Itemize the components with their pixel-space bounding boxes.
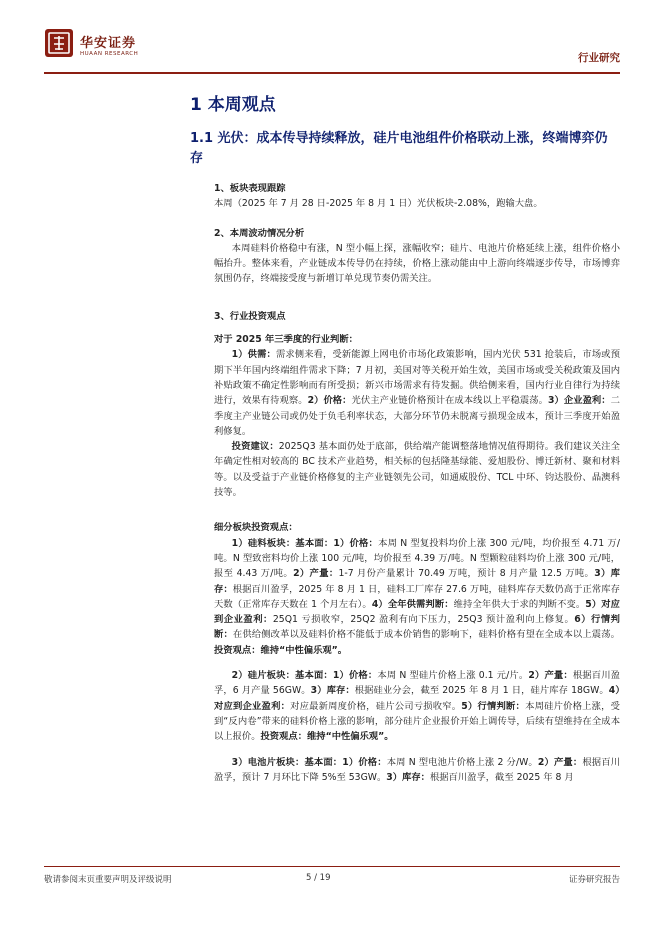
price-label: 2）价格： [307, 395, 352, 407]
price-text: 光伏主产业链价格预计在成本线以上平稳震荡。 [351, 395, 548, 407]
silicon-stock-text: 根据百川盈孚，2025 年 8 月 1 日，硅料工厂库存 27.6 万吨，硅料库存天数仍高于正常库存天数（正常库存天数在 1 个月左右）。 [214, 583, 620, 610]
wafer-stock-label: 3）库存： [310, 685, 355, 697]
page-header [44, 28, 620, 72]
wafer-price-text: 本周 N 型硅片价格上涨 0.1 元/片。 [377, 670, 529, 682]
silicon-output-label: 2）产量： [293, 568, 339, 580]
section-label: 行业研究 [578, 52, 620, 64]
silicon-output-text: 1-7 月份产量累计 70.49 万吨，预计 8 月产量 12.5 万吨。 [338, 568, 595, 580]
wafer-output-text: 根据百川盈孚，6 月产量 56GW。 [214, 670, 620, 697]
main-content [44, 80, 620, 785]
section-subtitle: 1.1 光伏：成本传导持续释放，硅片电池组件价格联动上涨，终端博弈仍存 [190, 131, 608, 166]
brand-name: 华安证券 [80, 36, 137, 51]
cell-label: 3）电池片板块： [231, 756, 305, 768]
segments-title: 细分板块投资观点： [214, 522, 298, 534]
footer-divider [44, 866, 620, 867]
silicon-price-text: 本周 N 型复投料均价上涨 300 元/吨，均价报至 4.71 万/吨。N 型致密料均价上涨 100 元/吨，均价报至 4.39 万/吨。N 型颗粒硅料均价上涨 300 元/吨，报至 4.43 万/吨。 [214, 537, 620, 580]
silicon-paragraph [214, 536, 620, 658]
cell-output-text: 根据百川盈孚，预计 7 月环比下降 5%至 53GW。 [214, 756, 620, 783]
performance-section [214, 181, 620, 212]
wafer-label: 2）硅片板块： [231, 670, 296, 682]
performance-text: 本周（2025 年 7 月 28 日-2025 年 8 月 1 日）光伏板块-2.08%，跑输大盘。 [214, 198, 543, 210]
supply-paragraph [214, 347, 620, 439]
cell-stock-label: 3）库存： [386, 771, 430, 783]
segments-section [214, 500, 620, 785]
header-divider [44, 72, 620, 74]
silicon-trend-text: 在供给侧改革以及硅料价格不能低于成本价销售的影响下，硅料价格有望在全成本以上震荡。 [232, 629, 620, 641]
wafer-output-label: 2）产量： [528, 670, 573, 682]
silicon-view-label: 投资观点：维持“中性偏乐观”。 [214, 644, 348, 656]
profit-label: 3）企业盈利： [547, 395, 611, 407]
supply-label: 1）供需： [231, 349, 276, 361]
wafer-price-label: 1）价格： [332, 670, 378, 682]
footer-disclaimer: 敬请参阅末页重要声明及评级说明 [44, 875, 172, 885]
silicon-sd-text: 维持全年供大于求的判断不变。 [453, 598, 586, 610]
fluctuation-text: 本周硅料价格稳中有涨，N 型小幅上探，涨幅收窄；硅片、电池片价格延续上涨，组件价格小幅抬升。整体来看，产业链成本传导仍在持续，价格上涨动能由中上游向终端逐步传导，市场博弈氛围仍存，终端接受度与新增订单兑现节奏仍需关注。 [214, 242, 620, 285]
advice-text: 2025Q3 基本面仍处于底部，供给端产能调整落地情况值得期待。我们建议关注全年确定性相对较高的 BC 技术产业趋势，相关标的包括隆基绿能、爱旭股份、博迁新材、聚和材料等。以及受益于产业链价格修复的主产业链领先公司，如通威股份、TCL 中环、钧达股份、晶澳科技等。 [214, 441, 620, 499]
supply-text: 需求侧来看，受新能源上网电价市场化政策影响，国内光伏 531 抢装后，市场或预期下半年国内终端组件需求下降；7 月初，美国对等关税开始生效，美国市场或受关税政策及国内补贴政策不确定性影响而有所受损；新兴市场需求有待发掘。供给侧来看，国内行业自律行为持续进行，效果有待观察。 [214, 349, 620, 407]
huaan-seal-icon [44, 28, 74, 58]
cell-stock-text: 根据百川盈孚，截至 2025 年 8 月 [429, 771, 574, 783]
wafer-paragraph [214, 668, 620, 744]
profit-text: 二季度主产业链公司或仍处于负毛利率状态，大部分环节仍未脱离亏损现金成本，预计三季度开始盈利修复。 [214, 395, 620, 437]
fluctuation-section [214, 226, 620, 287]
silicon-profit-text: 25Q1 亏损收窄，25Q2 盈利有向下压力，25Q3 预计盈利向上修复。 [272, 614, 575, 626]
wafer-profit-label: 4）对应到企业盈利： [214, 685, 621, 712]
wafer-trend-label: 5）行情判断： [461, 700, 526, 712]
fluctuation-heading: 2、本周波动情况分析 [214, 227, 305, 239]
section-title: 1 本周观点 [190, 95, 276, 115]
silicon-basic-label: 基本面： [295, 537, 334, 549]
investment-section [214, 309, 620, 501]
brand-subtitle: HUAAN RESEARCH [80, 51, 139, 57]
investment-heading: 3、行业投资观点 [214, 310, 286, 322]
wafer-basic-label: 基本面： [295, 670, 333, 682]
report-type: 证券研究报告 [568, 875, 620, 885]
cell-price-text: 本周 N 型电池片价格上涨 2 分/W。 [386, 756, 538, 768]
wafer-trend-text: 本周硅片价格上涨，受到“反内卷”带来的硅料价格上涨的影响，部分硅片企业报价开始上调传导，后续有望维持在全成本以上报价。 [214, 700, 620, 743]
judgement-title: 对于 2025 年三季度的行业判断： [214, 334, 358, 346]
silicon-profit-label: 5）对应到企业盈利： [214, 598, 620, 626]
wafer-profit-text: 对应最新周度价格，硅片公司亏损收窄。 [290, 700, 462, 712]
advice-paragraph [214, 439, 620, 500]
cell-output-label: 2）产量： [537, 756, 583, 768]
cell-price-label: 1）价格： [342, 756, 387, 768]
performance-heading: 1、板块表现跟踪 [214, 183, 286, 194]
silicon-trend-label: 6）行情判断： [214, 614, 620, 641]
silicon-price-label: 1）价格： [333, 537, 379, 549]
silicon-sd-label: 4）全年供需判断： [371, 598, 454, 610]
wafer-view-label: 投资观点：维持“中性偏乐观”。 [260, 731, 394, 743]
advice-label: 投资建议： [231, 441, 279, 453]
cell-paragraph [214, 755, 620, 786]
silicon-stock-label: 3）库存： [214, 568, 620, 595]
wafer-stock-text: 根据硅业分会，截至 2025 年 8 月 1 日，硅片库存 18GW。 [354, 685, 609, 697]
page-number: 5 / 19 [306, 873, 331, 883]
silicon-label: 1）硅料板块： [231, 537, 296, 549]
cell-basic-label: 基本面： [304, 756, 343, 768]
